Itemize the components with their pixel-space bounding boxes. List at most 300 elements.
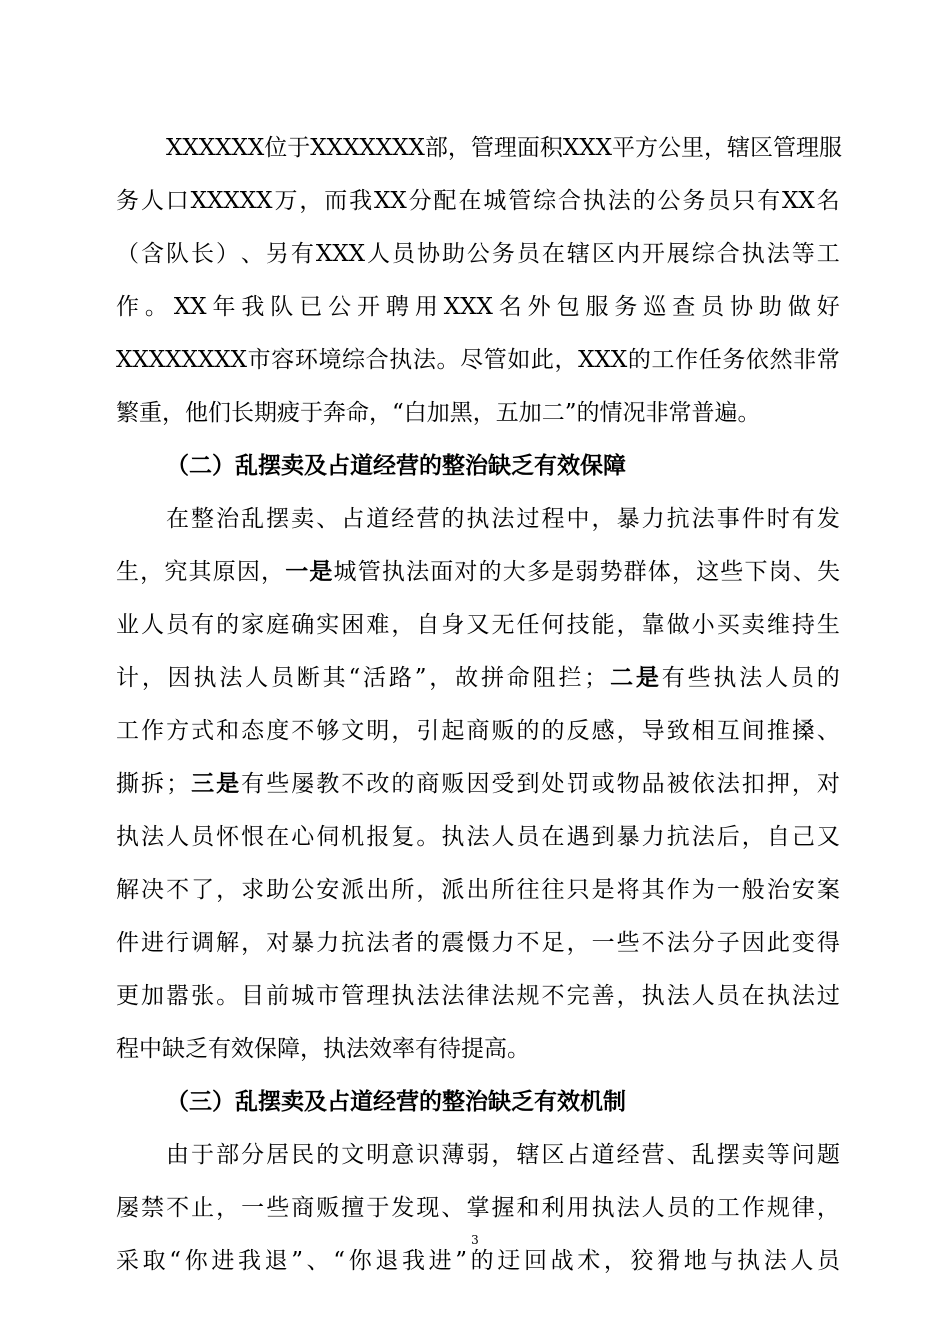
line-glyph: 保 [580, 453, 603, 479]
line-glyph: 法 [441, 983, 465, 1009]
line-glyph: 治 [216, 506, 240, 532]
line-glyph: 疲 [277, 400, 300, 426]
line-glyph: 件 [116, 930, 139, 956]
line-glyph: XXXXXXX [310, 135, 425, 161]
line-glyph: ， [472, 400, 496, 426]
line-glyph: 部 [216, 1142, 240, 1168]
line-glyph: 机 [341, 824, 365, 850]
line-glyph: 困 [341, 612, 365, 638]
line-glyph: 是 [591, 877, 615, 903]
line-glyph: 得 [816, 930, 840, 956]
line-glyph: 这 [696, 559, 720, 585]
line-glyph: ， [140, 559, 164, 585]
line-glyph: 识 [416, 1142, 440, 1168]
line-glyph: 发 [816, 506, 840, 532]
line-glyph: 居 [266, 1142, 290, 1168]
text-line [116, 281, 840, 334]
line-glyph: “ [392, 400, 404, 426]
line-glyph: 不 [291, 718, 315, 744]
line-glyph: 力 [491, 930, 515, 956]
line-glyph: 名 [816, 188, 840, 214]
line-glyph: 律 [791, 1195, 815, 1221]
line-glyph: 商 [291, 1195, 315, 1221]
line-glyph: 你 [348, 1248, 372, 1274]
line-glyph: 员 [270, 665, 294, 691]
line-glyph: 及 [304, 1089, 327, 1115]
line-glyph: 往 [541, 877, 565, 903]
line-glyph: 人 [790, 1248, 814, 1274]
line-glyph: 我 [349, 188, 373, 214]
line-glyph: 何 [541, 612, 565, 638]
line-glyph: 卖 [281, 1089, 304, 1115]
line-glyph: 推 [766, 718, 790, 744]
line-glyph: 家 [241, 612, 265, 638]
line-glyph: 公 [291, 877, 315, 903]
line-glyph: 法 [416, 983, 440, 1009]
line-glyph: 些 [616, 930, 640, 956]
line-glyph: 区 [591, 241, 615, 267]
line-glyph: 对 [454, 559, 478, 585]
line-glyph: 将 [616, 877, 640, 903]
line-glyph: ， [704, 135, 727, 161]
line-glyph: 乱 [235, 453, 258, 479]
line-glyph: 的 [391, 771, 415, 797]
line-glyph: 部 [424, 135, 448, 161]
line-glyph: 报 [366, 824, 390, 850]
line-glyph: 态 [241, 718, 265, 744]
line-glyph: 法 [666, 983, 690, 1009]
line-glyph: ， [241, 930, 265, 956]
line-glyph: 有 [661, 665, 685, 691]
line-glyph: 辖 [566, 241, 590, 267]
line-glyph: 道 [591, 1142, 615, 1168]
section-heading [116, 1076, 840, 1129]
line-glyph: 助 [266, 877, 290, 903]
line-glyph: 于 [191, 1142, 215, 1168]
text-line [116, 334, 840, 387]
line-glyph: 品 [641, 771, 665, 797]
line-glyph: 意 [391, 1142, 415, 1168]
line-glyph: 件 [741, 506, 765, 532]
line-glyph: 道 [366, 506, 390, 532]
line-glyph: 们 [208, 400, 231, 426]
line-glyph: 经 [373, 1089, 396, 1115]
line-glyph: 的 [541, 718, 565, 744]
line-glyph: 原 [212, 559, 236, 585]
line-glyph: ， [566, 930, 590, 956]
line-glyph: 发 [391, 1195, 415, 1221]
line-glyph: “ [333, 1248, 346, 1274]
line-glyph: 阻 [532, 665, 556, 691]
line-glyph: 市 [316, 983, 340, 1009]
line-glyph: 退 [375, 1248, 399, 1274]
line-glyph: 执 [582, 188, 606, 214]
line-glyph: 二 [541, 400, 565, 426]
line-glyph: 有 [534, 453, 557, 479]
line-glyph: 的 [576, 400, 600, 426]
line-glyph: 拦 [558, 665, 582, 691]
line-glyph: 中 [566, 506, 590, 532]
line-glyph: 了 [191, 877, 215, 903]
line-glyph: 待 [438, 1036, 461, 1062]
line-glyph: 。 [436, 347, 460, 373]
text-line [116, 1129, 840, 1182]
line-glyph: 名 [498, 294, 522, 320]
line-glyph: 活 [363, 665, 387, 691]
line-glyph: 行 [166, 930, 190, 956]
line-glyph: 慑 [466, 930, 490, 956]
line-glyph: ， [141, 665, 165, 691]
line-glyph: ） [212, 1089, 235, 1115]
line-glyph: 确 [291, 612, 315, 638]
line-glyph: 暴 [291, 930, 315, 956]
line-glyph: 人 [641, 1195, 665, 1221]
line-glyph: 安 [791, 877, 815, 903]
line-glyph: ） [212, 453, 235, 479]
line-glyph: 商 [416, 771, 440, 797]
text-line [116, 228, 840, 281]
line-glyph: 卖 [741, 612, 765, 638]
line-glyph: 生 [816, 612, 840, 638]
line-glyph: 合 [365, 347, 389, 373]
line-glyph: 的 [419, 453, 442, 479]
line-glyph: 务 [682, 188, 706, 214]
text-line [116, 705, 840, 758]
line-glyph: 程 [116, 1036, 139, 1062]
text-line [116, 917, 840, 970]
line-glyph: 求 [241, 877, 265, 903]
line-glyph: 法 [607, 188, 631, 214]
line-glyph: 市 [247, 347, 271, 373]
line-glyph: 员 [817, 1248, 840, 1274]
line-glyph: 境 [318, 347, 342, 373]
line-glyph: 暴 [616, 824, 640, 850]
line-glyph: ； [584, 665, 608, 691]
line-glyph: 维 [766, 612, 790, 638]
line-glyph: 理 [366, 983, 390, 1009]
line-glyph: 嚣 [166, 983, 190, 1009]
line-glyph: 理 [796, 135, 819, 161]
line-glyph: 题 [816, 1142, 840, 1168]
line-glyph: 作 [675, 347, 699, 373]
line-glyph: 决 [141, 877, 165, 903]
line-glyph: 如 [507, 347, 531, 373]
line-glyph: 摆 [258, 1089, 281, 1115]
line-glyph: 抗 [341, 930, 365, 956]
line-glyph: 目 [241, 983, 265, 1009]
line-glyph: 工 [716, 1195, 740, 1221]
line-glyph: 及 [304, 453, 327, 479]
line-glyph: 在 [541, 241, 565, 267]
line-glyph: 员 [516, 824, 540, 850]
line-glyph: 高 [484, 1036, 507, 1062]
line-glyph: 年 [212, 294, 236, 320]
line-glyph: 只 [732, 188, 756, 214]
emphasis-text: 是 [309, 559, 333, 585]
line-glyph: 安 [316, 877, 340, 903]
line-glyph: 容 [271, 347, 295, 373]
line-glyph: 整 [442, 453, 465, 479]
line-glyph: ， [591, 506, 615, 532]
line-glyph: 执 [591, 1195, 615, 1221]
line-glyph: 任 [698, 347, 722, 373]
line-glyph: 下 [744, 559, 768, 585]
line-glyph: 到 [591, 824, 615, 850]
line-glyph: 三 [189, 1089, 212, 1115]
line-glyph: 工 [116, 718, 139, 744]
line-glyph: ， [429, 665, 453, 691]
text-line [116, 546, 840, 599]
line-glyph: 整 [442, 1089, 465, 1115]
line-glyph: 务 [491, 241, 515, 267]
line-glyph: 重 [139, 400, 162, 426]
section-heading [116, 440, 840, 493]
line-glyph: 改 [366, 771, 390, 797]
line-glyph: 怀 [216, 824, 240, 850]
line-glyph: 事 [716, 506, 740, 532]
line-glyph: 治 [465, 453, 488, 479]
line-glyph: 文 [341, 718, 365, 744]
line-glyph: 其 [188, 559, 212, 585]
line-glyph: 执 [466, 506, 490, 532]
line-glyph: 、 [306, 1248, 330, 1274]
line-glyph: 屡 [291, 771, 315, 797]
line-glyph: 环 [294, 347, 318, 373]
line-glyph: 法 [666, 930, 690, 956]
line-glyph: 被 [666, 771, 690, 797]
line-glyph: 我 [237, 1248, 261, 1274]
line-glyph: 于 [366, 1195, 390, 1221]
line-glyph: 变 [791, 930, 815, 956]
line-glyph: 人 [366, 241, 390, 267]
line-glyph: 执 [391, 983, 415, 1009]
line-glyph: 而 [324, 188, 348, 214]
line-glyph: 营 [641, 1142, 665, 1168]
line-glyph: 缺 [488, 1089, 511, 1115]
line-glyph: 城 [483, 188, 507, 214]
line-glyph: 、 [316, 506, 340, 532]
line-glyph: ” [564, 400, 577, 426]
line-glyph: 因 [741, 930, 765, 956]
line-glyph: ， [369, 400, 392, 426]
line-glyph: 乏 [185, 1036, 208, 1062]
line-glyph: ” [414, 665, 427, 691]
line-glyph: “ [348, 665, 361, 691]
line-glyph: 方 [635, 135, 658, 161]
line-glyph: 进 [428, 1248, 452, 1274]
line-glyph: 完 [566, 983, 590, 1009]
line-glyph: 遍 [714, 400, 738, 426]
line-glyph: 乱 [691, 1142, 715, 1168]
line-glyph: 辖 [516, 1142, 540, 1168]
line-glyph: 位 [264, 135, 288, 161]
line-glyph: 教 [316, 771, 340, 797]
line-glyph: 务 [116, 188, 139, 214]
line-glyph: 有 [791, 506, 815, 532]
line-glyph: 止 [191, 1195, 215, 1221]
line-glyph: 员 [790, 665, 814, 691]
line-glyph: 公 [658, 135, 681, 161]
line-glyph: 在 [741, 983, 765, 1009]
line-glyph: “ [169, 1248, 182, 1274]
line-glyph: 的 [416, 930, 440, 956]
line-glyph: 感 [591, 718, 615, 744]
line-glyph: 中 [139, 1036, 162, 1062]
line-glyph: 的 [316, 1142, 340, 1168]
line-glyph: 些 [687, 665, 711, 691]
line-glyph: 术 [577, 1248, 601, 1274]
line-glyph: ， [741, 824, 765, 850]
line-glyph: 买 [716, 612, 740, 638]
line-glyph: 工 [816, 241, 840, 267]
line-glyph: 法 [716, 771, 740, 797]
line-glyph: 到 [516, 771, 540, 797]
line-glyph: 不 [166, 877, 190, 903]
line-glyph: ， [216, 877, 240, 903]
line-glyph: 机 [580, 1089, 603, 1115]
line-glyph: 一 [716, 877, 740, 903]
line-glyph: ， [391, 612, 415, 638]
line-glyph: ） [215, 241, 239, 267]
line-glyph: 子 [716, 930, 740, 956]
line-glyph: 我 [401, 1248, 425, 1274]
line-glyph: 地 [683, 1248, 707, 1274]
line-glyph: 法 [766, 241, 790, 267]
line-glyph: 有 [208, 1036, 231, 1062]
line-glyph: 狡 [630, 1248, 654, 1274]
line-glyph: 、 [666, 1142, 690, 1168]
line-glyph: 持 [791, 612, 815, 638]
line-glyph: 常 [816, 347, 840, 373]
line-glyph: 合 [557, 188, 581, 214]
line-glyph: 员 [707, 188, 731, 214]
line-glyph: 二 [189, 453, 212, 479]
line-glyph: ， [299, 188, 323, 214]
line-glyph: 乏 [511, 1089, 534, 1115]
line-glyph: 致 [666, 718, 690, 744]
line-glyph: 的 [816, 665, 840, 691]
line-glyph: 心 [291, 824, 315, 850]
line-glyph: 商 [466, 718, 490, 744]
line-glyph: 解 [116, 877, 139, 903]
line-glyph: 不 [541, 983, 565, 1009]
line-glyph: 群 [623, 559, 647, 585]
line-glyph: 互 [716, 718, 740, 744]
line-glyph: XXX [315, 241, 365, 267]
line-glyph: 卖 [281, 453, 304, 479]
line-glyph: 有 [415, 1036, 438, 1062]
line-glyph: 障 [603, 453, 626, 479]
line-glyph: 分 [241, 1142, 265, 1168]
line-glyph: 提 [461, 1036, 484, 1062]
line-glyph: 公 [466, 241, 490, 267]
line-glyph: 然 [769, 347, 793, 373]
line-glyph: 执 [741, 241, 765, 267]
line-glyph: 执 [641, 983, 665, 1009]
line-glyph: 不 [166, 1195, 190, 1221]
line-glyph: 和 [216, 718, 240, 744]
line-glyph: 分 [691, 930, 715, 956]
line-glyph: ” [455, 1248, 468, 1274]
line-glyph: 搡 [791, 718, 815, 744]
line-glyph: 力 [316, 930, 340, 956]
line-glyph: 对 [816, 771, 840, 797]
line-glyph: 法 [791, 983, 815, 1009]
line-glyph: 公 [657, 188, 681, 214]
line-glyph: 平 [612, 135, 635, 161]
line-glyph: 对 [266, 930, 290, 956]
line-glyph: 占 [327, 1089, 350, 1115]
line-glyph: 更 [116, 983, 139, 1009]
line-glyph: 处 [541, 771, 565, 797]
line-glyph: 技 [566, 612, 590, 638]
text-line [116, 1182, 840, 1235]
line-glyph: 期 [254, 400, 277, 426]
line-glyph: 相 [691, 718, 715, 744]
line-glyph: 不 [341, 771, 365, 797]
line-glyph: 法 [366, 930, 390, 956]
line-glyph: 。 [737, 400, 761, 426]
line-glyph: 抗 [666, 506, 690, 532]
line-glyph: 常 [668, 400, 692, 426]
line-glyph: 其 [322, 665, 346, 691]
line-glyph: 务 [614, 294, 638, 320]
text-line [116, 1023, 840, 1076]
line-glyph: 缺 [488, 453, 511, 479]
line-glyph: 面 [430, 559, 454, 585]
line-glyph: 好 [816, 294, 840, 320]
line-glyph: 卖 [741, 1142, 765, 1168]
line-glyph: 用 [566, 1195, 590, 1221]
line-glyph: 进 [141, 930, 165, 956]
line-glyph: 的 [627, 347, 651, 373]
line-glyph: ， [616, 612, 640, 638]
line-glyph: 路 [388, 665, 412, 691]
line-glyph: 员 [391, 241, 415, 267]
line-glyph: 所 [491, 877, 515, 903]
line-glyph: 有 [757, 188, 781, 214]
line-glyph: 。 [416, 824, 440, 850]
line-glyph: 复 [391, 824, 415, 850]
line-glyph: 人 [245, 665, 269, 691]
line-glyph: 握 [491, 1195, 515, 1221]
line-glyph: 查 [672, 294, 696, 320]
line-glyph: 贩 [441, 771, 465, 797]
line-glyph: 营 [396, 1089, 419, 1115]
line-glyph: 张 [191, 983, 215, 1009]
line-glyph: 其 [641, 877, 665, 903]
line-glyph: 贩 [316, 1195, 340, 1221]
line-glyph: 弱 [466, 1142, 490, 1168]
line-glyph: 理 [493, 135, 517, 161]
line-glyph: 口 [165, 188, 189, 214]
line-glyph: 往 [516, 877, 540, 903]
line-glyph: 作 [741, 1195, 765, 1221]
line-glyph: 进 [211, 1248, 235, 1274]
line-glyph: 的 [516, 718, 540, 744]
line-glyph: 情 [599, 400, 623, 426]
line-glyph: 案 [816, 877, 840, 903]
line-glyph: 是 [551, 559, 575, 585]
line-glyph: 薄 [441, 1142, 465, 1168]
line-glyph: 任 [516, 612, 540, 638]
line-glyph: 式 [191, 718, 215, 744]
line-glyph: 抗 [666, 824, 690, 850]
line-glyph: 摆 [716, 1142, 740, 1168]
line-glyph: ， [491, 1142, 515, 1168]
line-glyph: 长 [190, 241, 214, 267]
line-glyph: 员 [666, 1195, 690, 1221]
